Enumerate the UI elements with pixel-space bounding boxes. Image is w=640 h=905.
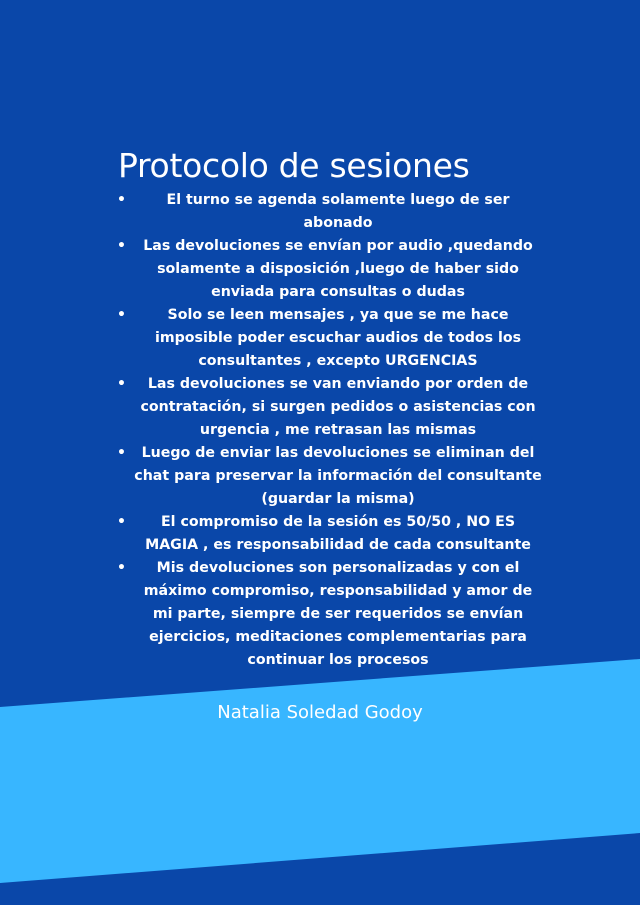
list-item xyxy=(112,557,542,672)
list-item-text: Solo se leen mensajes , ya que se me hace imposible poder escuchar audios de todos los consultantes , excepto URGENCIAS xyxy=(154,307,522,369)
list-item-text: Las devoluciones se van enviando por orden de contratación, si surgen pedidos o asistencias con urgencia , me retrasan las mismas xyxy=(140,376,536,438)
bullet-dot: • xyxy=(117,560,126,576)
list-item xyxy=(112,373,542,442)
author-name: Natalia Soledad Godoy xyxy=(217,702,423,723)
bullet-dot: • xyxy=(117,307,126,323)
page-title: Protocolo de sesiones xyxy=(118,146,470,185)
bullet-dot: • xyxy=(117,238,126,254)
list-item xyxy=(112,189,542,235)
bullet-dot: • xyxy=(117,514,126,530)
list-item-text: Luego de enviar las devoluciones se eliminan del chat para preservar la información del consultante (guardar la misma) xyxy=(134,445,542,507)
protocol-list xyxy=(112,189,542,672)
list-item xyxy=(112,235,542,304)
list-item-text: Mis devoluciones son personalizadas y con el máximo compromiso, responsabilidad y amor de mi parte, siempre de ser requeridos se envían ejercicios, meditaciones complementarias para continuar los procesos xyxy=(143,560,533,668)
list-item xyxy=(112,304,542,373)
bullet-dot: • xyxy=(117,445,126,461)
list-item-text: Las devoluciones se envían por audio ,quedando solamente a disposición ,luego de haber sido enviada para consultas o dudas xyxy=(143,238,533,300)
list-item-text: El turno se agenda solamente luego de ser abonado xyxy=(166,192,510,231)
list-item xyxy=(112,442,542,511)
bullet-dot: • xyxy=(117,376,126,392)
list-item xyxy=(112,511,542,557)
list-item-text: El compromiso de la sesión es 50/50 , NO ES MAGIA , es responsabilidad de cada consultante xyxy=(145,514,531,553)
bullet-dot: • xyxy=(117,192,126,208)
